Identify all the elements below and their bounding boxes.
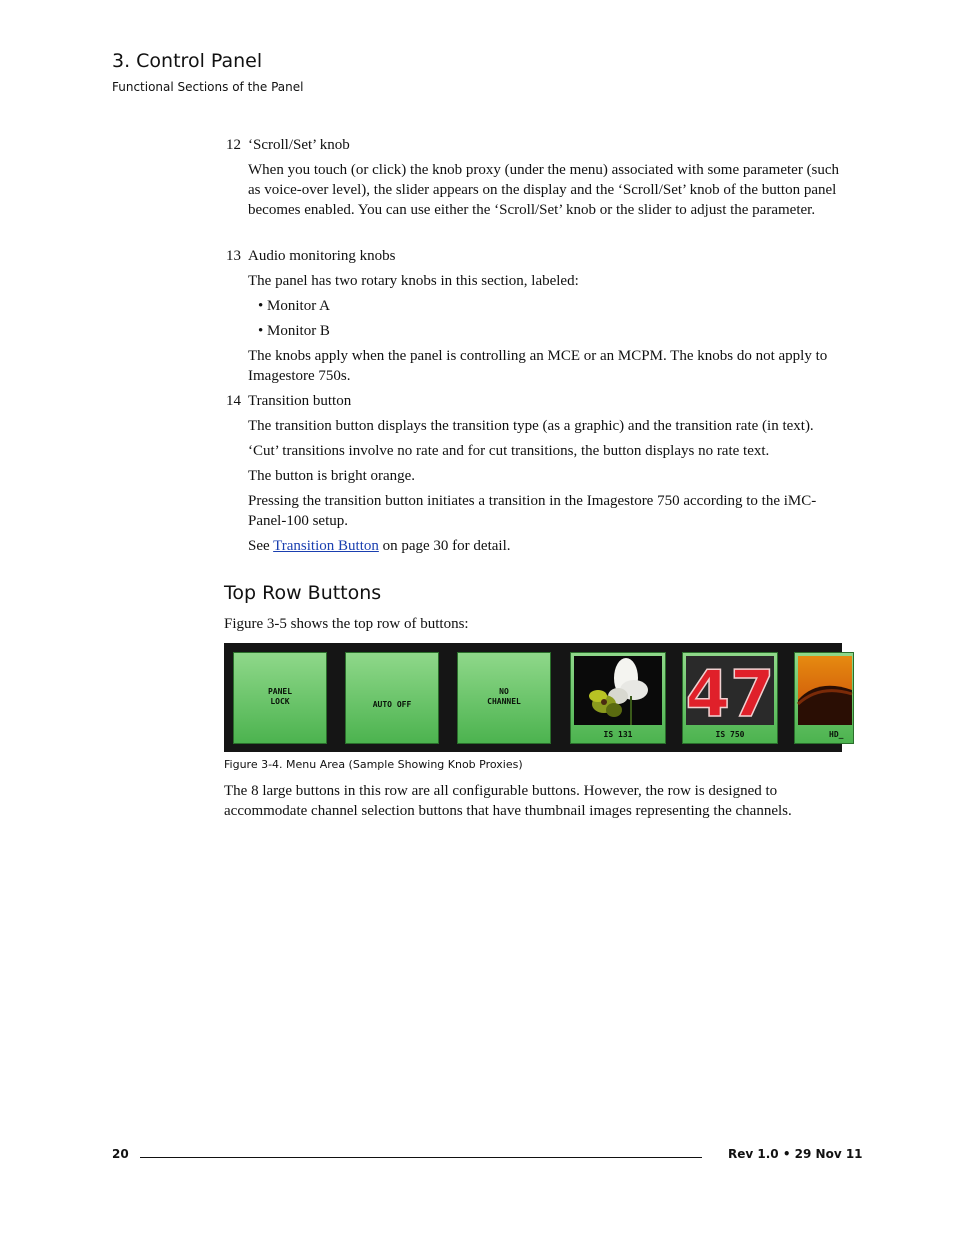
section-heading: Top Row Buttons <box>224 582 382 604</box>
section-body: The 8 large buttons in this row are all configurable buttons. However, the row is designed to accommodate channel selection buttons that have thumbnail images representing the channels. <box>224 783 792 819</box>
thumbnail-label: IS 131 <box>603 730 633 739</box>
item-title: Transition button <box>248 393 352 409</box>
bullet-item: • Monitor B <box>258 323 330 339</box>
number-47-thumbnail <box>685 656 775 732</box>
item-paragraph: Pressing the transition button initiates a transition in the Imagestore 750 according to the iMC-Panel-100 setup. <box>248 493 817 529</box>
item-paragraph: The knobs apply when the panel is controlling an MCE or an MCPM. The knobs do not apply to Imagestore 750s. <box>248 348 828 384</box>
transition-button-link[interactable]: Transition Button <box>273 538 379 554</box>
item-number: 13 <box>226 248 241 264</box>
item-paragraph: When you touch (or click) the knob proxy (under the menu) associated with some parameter (such as voice-over level), the slider appears on the display and the ‘Scroll/Set’ knob of the button panel becomes enabled. You can use either the ‘Scroll/Set’ knob or the slider to adjust the parameter. <box>248 162 840 218</box>
channel-button-is750 <box>682 652 778 744</box>
bullet-item: • Monitor A <box>258 298 330 314</box>
auto-off-button <box>345 652 439 744</box>
channel-button-is131 <box>570 652 666 744</box>
item-paragraph: ‘Cut’ transitions involve no rate and for cut transitions, the button displays no rate text. <box>248 443 770 459</box>
footer-rule <box>140 1157 702 1158</box>
item-paragraph: The button is bright orange. <box>248 468 416 484</box>
page-number: 20 <box>112 1147 129 1161</box>
see-also-line <box>248 536 844 556</box>
no-channel-button <box>457 652 551 744</box>
thumbnail-label: IS 750 <box>715 730 745 739</box>
item-paragraph: The transition button displays the transition type (as a graphic) and the transition rate (in text). <box>248 418 814 434</box>
item-number: 14 <box>226 393 241 409</box>
item-paragraph: The panel has two rotary knobs in this section, labeled: <box>248 273 579 289</box>
revision-info: Rev 1.0 • 29 Nov 11 <box>728 1147 863 1161</box>
orchid-thumbnail <box>574 656 662 725</box>
figure-caption: Figure 3-4. Menu Area (Sample Showing Knob Proxies) <box>224 758 523 771</box>
chapter-subtitle: Functional Sections of the Panel <box>112 80 304 94</box>
button-label: AUTO OFF <box>372 700 412 709</box>
top-row-buttons-figure <box>224 643 842 752</box>
item-title: Audio monitoring knobs <box>248 248 396 264</box>
bullet-text: Monitor A <box>267 298 330 314</box>
see-suffix: on page 30 for detail. <box>378 538 511 554</box>
button-label: NO CHANNEL <box>487 687 521 706</box>
section-intro: Figure 3-5 shows the top row of buttons: <box>224 616 469 632</box>
channel-button-hd <box>794 652 854 744</box>
bullet-text: Monitor B <box>267 323 330 339</box>
thumbnail-number: 47 <box>685 658 775 732</box>
panel-lock-button <box>233 652 327 744</box>
item-title: ‘Scroll/Set’ knob <box>248 137 350 153</box>
see-prefix: See <box>248 538 274 554</box>
item-number: 12 <box>226 137 241 153</box>
sunset-thumbnail <box>798 656 852 725</box>
button-label: PANEL LOCK <box>267 687 293 706</box>
chapter-title: 3. Control Panel <box>112 50 263 72</box>
thumbnail-label: HD_ <box>829 730 844 739</box>
